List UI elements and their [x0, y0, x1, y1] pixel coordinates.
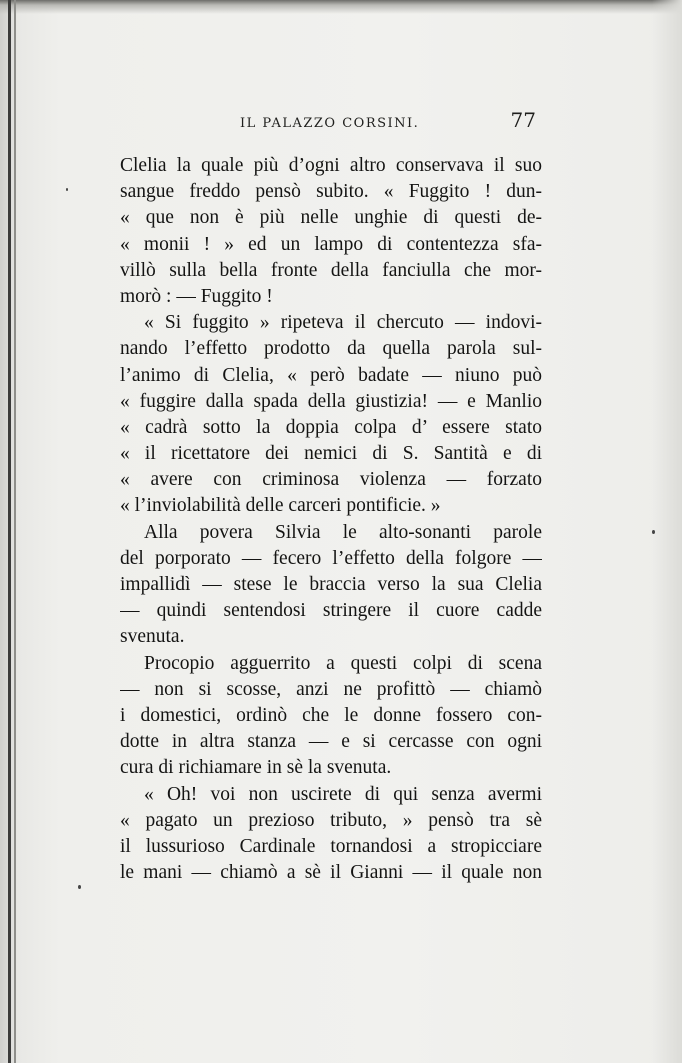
scan-left-edge-inner [14, 0, 16, 1063]
text-line: « Oh! voi non uscirete di qui senza avermi [144, 783, 542, 805]
text-line: Procopio agguerrito a questi colpi di scena [144, 652, 542, 674]
text-line: villò sulla bella fronte della fanciulla che mor- [120, 259, 542, 281]
text-line: « il ricettatore dei nemici di S. Santità e di [120, 443, 542, 465]
text-line: Alla povera Silvia le alto-sonanti parole [144, 521, 542, 543]
text-line: « avere con criminosa violenza — forzato [120, 469, 542, 491]
page-header [118, 108, 542, 138]
text-line: « monii ! » ed un lampo di contentezza sfa- [120, 233, 542, 255]
text-line: cura di richiamare in sè la svenuta. [120, 757, 392, 779]
text-line: del porporato — fecero l’effetto della folgore — [120, 547, 542, 569]
text-line: sangue freddo pensò subito. « Fuggito ! dun- [120, 181, 542, 203]
scan-speck [78, 885, 81, 889]
text-line: « pagato un prezioso tributo, » pensò tra sè [120, 809, 542, 831]
text-line: dotte in altra stanza — e si cercasse con ogni [120, 731, 542, 753]
text-line: « fuggire dalla spada della giustizia! — e Manlio [120, 390, 542, 412]
page-number: 77 [510, 108, 536, 132]
text-line: « que non è più nelle unghie di questi de- [120, 207, 542, 229]
text-line: svenuta. [120, 626, 185, 648]
text-line: « l’inviolabilità delle carceri pontificie. » [120, 495, 441, 517]
running-title: IL PALAZZO CORSINI. [240, 116, 420, 131]
text-line: « cadrà sotto la doppia colpa d’ essere stato [120, 416, 542, 438]
text-line: morò : — Fuggito ! [120, 285, 273, 307]
text-line: impallidì — stese le braccia verso la sua Clelia [120, 574, 542, 595]
scan-speck [66, 188, 68, 191]
body-text [120, 153, 542, 886]
text-line: Clelia la quale più d’ogni altro conservava il suo [120, 155, 542, 176]
scan-left-edge [8, 0, 11, 1063]
text-line: — non si scosse, anzi ne profittò — chiamò [120, 678, 542, 700]
text-line: le mani — chiamò a sè il Gianni — il quale non [120, 862, 542, 884]
text-line: — quindi sentendosi stringere il cuore cadde [120, 600, 542, 622]
scan-right-shadow [652, 0, 682, 1063]
text-line: l’animo di Clelia, « però badate — niuno può [120, 364, 542, 386]
text-line: nando l’effetto prodotto da quella parola sul- [120, 338, 542, 360]
text-line: i domestici, ordinò che le donne fossero con- [120, 704, 542, 726]
scan-top-shadow [0, 0, 682, 14]
text-line: il lussurioso Cardinale tornandosi a stropicciare [120, 835, 542, 857]
text-line: « Si fuggito » ripeteva il chercuto — indovi- [144, 312, 542, 334]
scan-speck [652, 530, 655, 534]
